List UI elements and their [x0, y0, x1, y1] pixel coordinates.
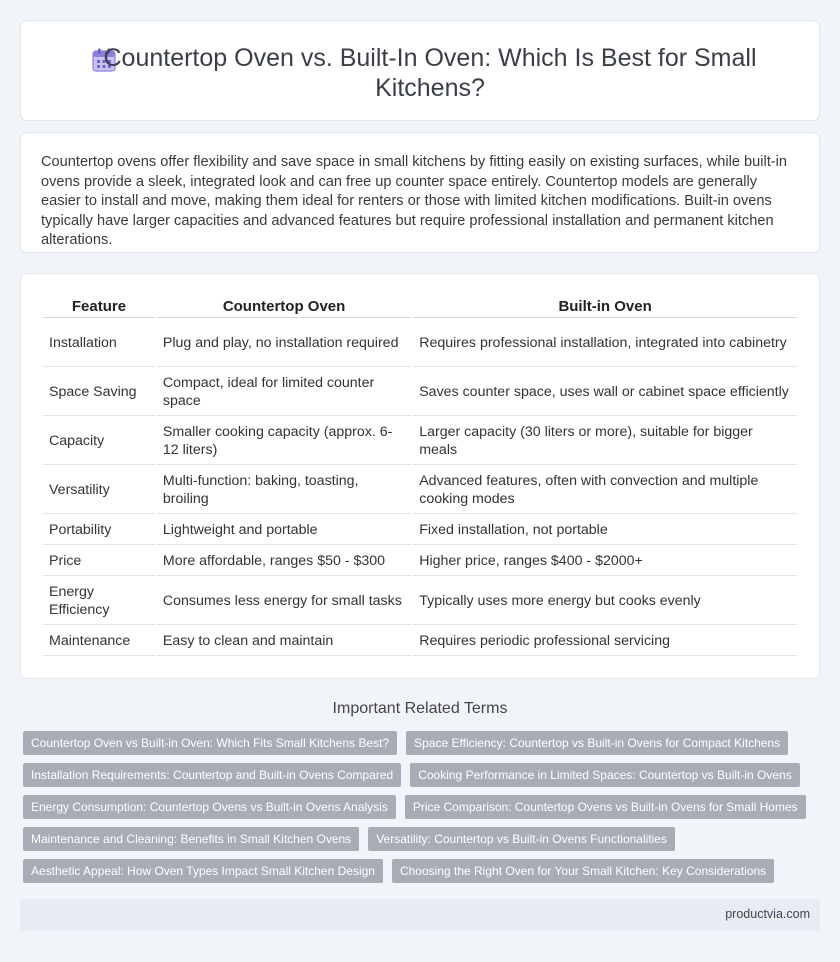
table-row	[43, 516, 797, 545]
table-cell: Advanced features, often with convection and multiple cooking modes	[413, 467, 797, 514]
intro-paragraph: Countertop ovens offer flexibility and save space in small kitchens by fitting easily on existing surfaces, while built-in ovens provide a sleek, integrated look and can free up counter space entirely. Countertop models are generally easier to install and move, making them ideal for renters or those with limited kitchen modifications. Built-in ovens typically have larger capacities and advanced features but require professional installation and permanent kitchen alterations.	[41, 154, 788, 248]
table-cell: Smaller cooking capacity (approx. 6-12 liters)	[157, 418, 411, 465]
column-header: Countertop Oven	[157, 294, 411, 318]
related-term-tag[interactable]: Space Efficiency: Countertop vs Built-in Ovens for Compact Kitchens	[406, 731, 788, 755]
table-cell: Versatility	[43, 467, 155, 514]
table-row	[43, 369, 797, 416]
table-row	[43, 418, 797, 465]
table-cell: Multi-function: baking, toasting, broiling	[157, 467, 411, 514]
table-row	[43, 467, 797, 514]
table-cell: Energy Efficiency	[43, 578, 155, 625]
related-term-tag[interactable]: Aesthetic Appeal: How Oven Types Impact Small Kitchen Design	[23, 859, 383, 883]
related-term-tag[interactable]: Cooking Performance in Limited Spaces: Countertop vs Built-in Ovens	[410, 763, 800, 787]
footer-site-link[interactable]: productvia.com	[725, 907, 810, 921]
table-row	[43, 578, 797, 625]
table-cell: Compact, ideal for limited counter space	[157, 369, 411, 416]
intro-card	[20, 132, 820, 253]
table-cell: Installation	[43, 320, 155, 367]
tag-row	[23, 859, 803, 883]
table-cell: Plug and play, no installation required	[157, 320, 411, 367]
table-cell: Capacity	[43, 418, 155, 465]
table-cell: Maintenance	[43, 627, 155, 656]
related-term-tag[interactable]: Versatility: Countertop vs Built-in Ovens Functionalities	[368, 827, 675, 851]
column-header: Feature	[43, 294, 155, 318]
table-cell: Larger capacity (30 liters or more), suitable for bigger meals	[413, 418, 797, 465]
tag-row	[23, 795, 803, 819]
table-cell: Portability	[43, 516, 155, 545]
table-row	[43, 627, 797, 656]
related-term-tag[interactable]: Energy Consumption: Countertop Ovens vs Built-in Ovens Analysis	[23, 795, 396, 819]
table-cell: Requires periodic professional servicing	[413, 627, 797, 656]
related-terms-list	[23, 731, 803, 891]
related-term-tag[interactable]: Price Comparison: Countertop Ovens vs Built-in Ovens for Small Homes	[405, 795, 806, 819]
related-terms-heading: Important Related Terms	[332, 700, 508, 717]
table-cell: Price	[43, 547, 155, 576]
table-cell: More affordable, ranges $50 - $300	[157, 547, 411, 576]
table-header-row	[43, 294, 797, 318]
table-cell: Saves counter space, uses wall or cabinet space efficiently	[413, 369, 797, 416]
table-cell: Fixed installation, not portable	[413, 516, 797, 545]
tag-row	[23, 731, 803, 755]
related-term-tag[interactable]: Choosing the Right Oven for Your Small Kitchen: Key Considerations	[392, 859, 774, 883]
table-cell: Higher price, ranges $400 - $2000+	[413, 547, 797, 576]
table-row	[43, 320, 797, 367]
page-title: Countertop Oven vs. Built-In Oven: Which Is Best for Small Kitchens?	[103, 44, 757, 102]
related-term-tag[interactable]: Installation Requirements: Countertop and Built-in Ovens Compared	[23, 763, 401, 787]
table-cell: Lightweight and portable	[157, 516, 411, 545]
tag-row	[23, 827, 803, 851]
table-cell: Typically uses more energy but cooks evenly	[413, 578, 797, 625]
footer	[20, 899, 820, 931]
table-row	[43, 547, 797, 576]
table-cell: Requires professional installation, integrated into cabinetry	[413, 320, 797, 367]
related-term-tag[interactable]: Countertop Oven vs Built-in Oven: Which Fits Small Kitchens Best?	[23, 731, 397, 755]
comparison-card	[20, 273, 820, 679]
related-term-tag[interactable]: Maintenance and Cleaning: Benefits in Small Kitchen Ovens	[23, 827, 359, 851]
title-card	[20, 20, 820, 121]
column-header: Built-in Oven	[413, 294, 797, 318]
table-cell: Easy to clean and maintain	[157, 627, 411, 656]
table-cell: Space Saving	[43, 369, 155, 416]
comparison-table	[41, 292, 799, 658]
tag-row	[23, 763, 803, 787]
table-cell: Consumes less energy for small tasks	[157, 578, 411, 625]
